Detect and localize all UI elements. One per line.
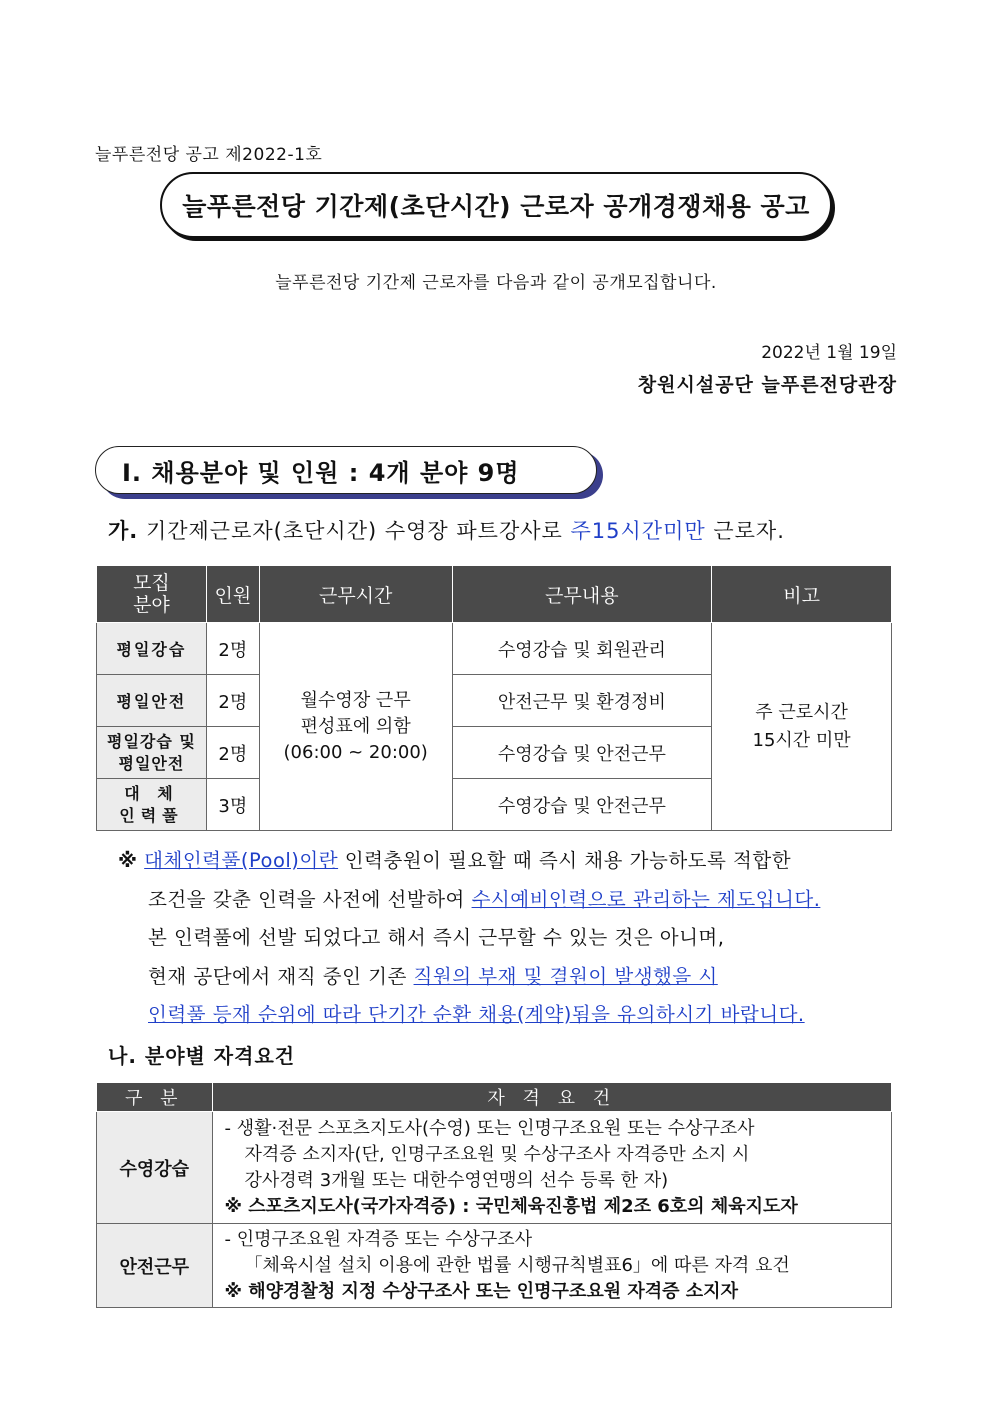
note-line2-text: 조건을 갖춘 인력을 사전에 선발하여: [148, 887, 472, 911]
qualification-table-header: [97, 1083, 892, 1112]
duty-cell: 수영강습 및 회원관리: [452, 623, 712, 675]
subsection-ga: [108, 515, 785, 545]
issuer: 창원시설공단 늘푸른전당관장: [637, 374, 897, 396]
page-title-text: 늘푸른전당 기간제(초단시간) 근로자 공개경쟁채용 공고: [182, 192, 810, 221]
work-hours-cell: 월수영장 근무 편성표에 의함 (06:00 ~ 20:00): [259, 623, 452, 831]
header-count: 인원: [206, 566, 259, 623]
requirement-line: 자격증 소지자(단, 인명구조요원 및 수상구조사 자격증만 소지 시: [244, 1143, 750, 1165]
section-1-title: Ⅰ. 채용분야 및 인원 : 4개 분야 9명: [122, 458, 520, 487]
section-1-heading: [95, 446, 597, 494]
header-duty: 근무내용: [452, 566, 712, 623]
requirement-line: 「체육시설 설치 이용에 관한 법률 시행규칙별표6」에 따른 자격 요건: [244, 1254, 790, 1276]
note-line3: 본 인력풀에 선발 되었다고 해서 즉시 근무할 수 있는 것은 아니며,: [148, 926, 725, 949]
requirement-note: ※ 해양경찰청 지정 수상구조사 또는 인명구조요원 자격증 소지자: [224, 1280, 738, 1302]
requirement-line: - 인명구조요원 자격증 또는 수상구조사: [224, 1228, 533, 1250]
pool-note: [118, 842, 898, 1035]
page-title: [160, 172, 832, 238]
field-cell: 평일강습: [97, 623, 207, 675]
note-line1-underline: 대체인력풀(Pool)이란: [144, 849, 339, 872]
recruitment-table-header: [97, 566, 892, 623]
note-line2-underline: 수시예비인력으로 관리하는 제도입니다.: [471, 887, 821, 911]
requirement-line: - 생활·전문 스포츠지도사(수영) 또는 인명구조요원 또는 수상구조사: [224, 1117, 755, 1139]
table-row: [97, 623, 892, 675]
duty-cell: 수영강습 및 안전근무: [452, 779, 712, 831]
subsection-ga-label: 가.: [108, 519, 139, 543]
requirements-cell: [212, 1112, 892, 1224]
category-cell: 안전근무: [97, 1224, 213, 1308]
count-cell: 2명: [206, 727, 259, 779]
note-line5-underline: 인력풀 등재 순위에 따라 단기간 순환 채용(계약)됨을 유의하시기 바랍니다.: [148, 1003, 805, 1026]
header-requirements: 자 격 요 건: [212, 1083, 892, 1112]
count-cell: 2명: [206, 623, 259, 675]
field-cell: 대 체 인력풀: [97, 779, 207, 831]
note-mark: ※: [118, 849, 138, 872]
note-line4-text: 현재 공단에서 재직 중인 기존: [148, 964, 414, 988]
count-cell: 2명: [206, 675, 259, 727]
subsection-na-title: 나. 분야별 자격요건: [108, 1044, 296, 1068]
duty-cell: 안전근무 및 환경정비: [452, 675, 712, 727]
count-cell: 3명: [206, 779, 259, 831]
category-cell: 수영강습: [97, 1112, 213, 1224]
header-hours: 근무시간: [259, 566, 452, 623]
header-remark: 비고: [712, 566, 892, 623]
requirement-note: ※ 스포츠지도사(국가자격증) : 국민체육진흥법 제2조 6호의 체육지도자: [224, 1195, 798, 1217]
subsection-ga-text1: 기간제근로자(초단시간) 수영장 파트강사로: [138, 519, 571, 543]
notice-number: 늘푸른전당 공고 제2022-1호: [95, 145, 323, 165]
duty-cell: 수영강습 및 안전근무: [452, 727, 712, 779]
header-field: 모집 분야: [97, 566, 207, 623]
qualification-table: [96, 1082, 892, 1308]
requirement-line: 강사경력 3개월 또는 대한수영연맹의 선수 등록 한 자): [244, 1169, 669, 1191]
note-line1-text: 인력충원이 필요할 때 즉시 채용 가능하도록 적합한: [338, 849, 792, 872]
table-row: [97, 1112, 892, 1224]
requirements-cell: [212, 1224, 892, 1308]
note-line4-underline: 직원의 부재 및 결원이 발생했을 시: [413, 964, 718, 988]
notice-date: 2022년 1월 19일: [761, 343, 897, 363]
subsection-ga-text2: 근로자.: [705, 519, 785, 543]
field-cell: 평일강습 및 평일안전: [97, 727, 207, 779]
field-cell: 평일안전: [97, 675, 207, 727]
remark-cell: 주 근로시간 15시간 미만: [712, 623, 892, 831]
header-category: 구 분: [97, 1083, 213, 1112]
recruitment-table: [96, 565, 892, 831]
subsection-ga-highlight: 주15시간미만: [570, 519, 706, 543]
table-row: [97, 1224, 892, 1308]
intro-text: 늘푸른전당 기간제 근로자를 다음과 같이 공개모집합니다.: [275, 273, 717, 293]
